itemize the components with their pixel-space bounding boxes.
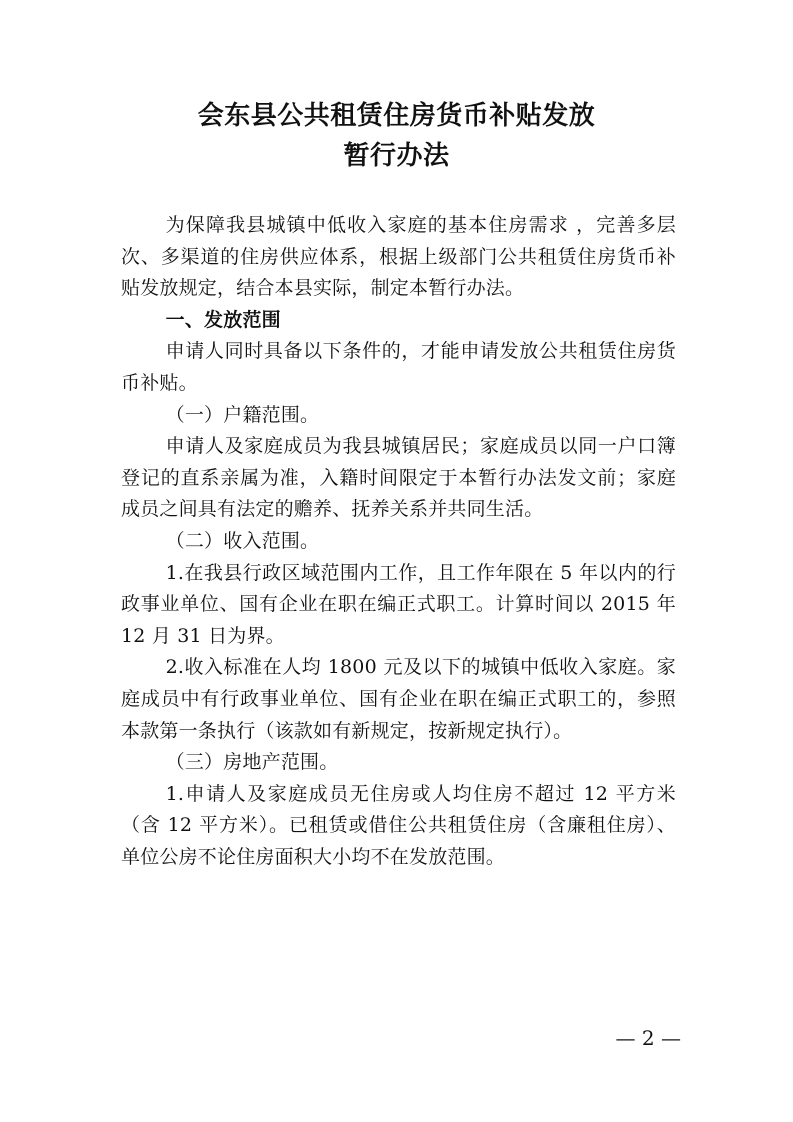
subheading-real-estate: （三）房地产范围。	[165, 751, 339, 774]
section-heading-scope: 一、发放范围	[165, 308, 281, 331]
paragraph-income-item-2: 2.收入标准在人均 1800 元及以下的城镇中低收入家庭。家庭成员中有行政事业单位、国有企业在职在编正式职工的，参照本款第一条执行（该款如有新规定，按新规定执行）。	[121, 656, 676, 742]
document-title-line-2: 暂行办法	[343, 141, 450, 171]
subheading-income: （二）收入范围。	[165, 529, 320, 552]
subheading-household-registration: （一）户籍范围。	[165, 403, 320, 426]
paragraph-income-item-1: 1.在我县行政区域范围内工作，且工作年限在 5 年以内的行政事业单位、国有企业在职在编正式职工。计算时间以 2015 年 12 月 31 日为界。	[121, 561, 676, 647]
paragraph-real-estate-item-1: 1.申请人及家庭成员无住房或人均住房不超过 12 平方米（含 12 平方米）。已租赁或借住公共租赁住房（含廉租住房）、单位公房不论住房面积大小均不在发放范围。	[121, 782, 676, 868]
paragraph-household-registration: 申请人及家庭成员为我县城镇居民；家庭成员以同一户口簿登记的直系亲属为准，入籍时间限定于本暂行办法发文前；家庭成员之间具有法定的赡养、抚养关系并共同生活。	[121, 435, 676, 521]
paragraph-preamble: 为保障我县城镇中低收入家庭的基本住房需求 ，完善多层次、多渠道的住房供应体系，根据上级部门公共租赁住房货币补贴发放规定，结合本县实际，制定本暂行办法。	[121, 214, 676, 300]
document-body	[121, 210, 676, 873]
page-number: — 2 —	[615, 1026, 681, 1050]
paragraph-conditions: 申请人同时具备以下条件的，才能申请发放公共租赁住房货币补贴。	[121, 340, 676, 394]
document-title-line-1: 会东县公共租赁住房货币补贴发放	[197, 101, 596, 131]
